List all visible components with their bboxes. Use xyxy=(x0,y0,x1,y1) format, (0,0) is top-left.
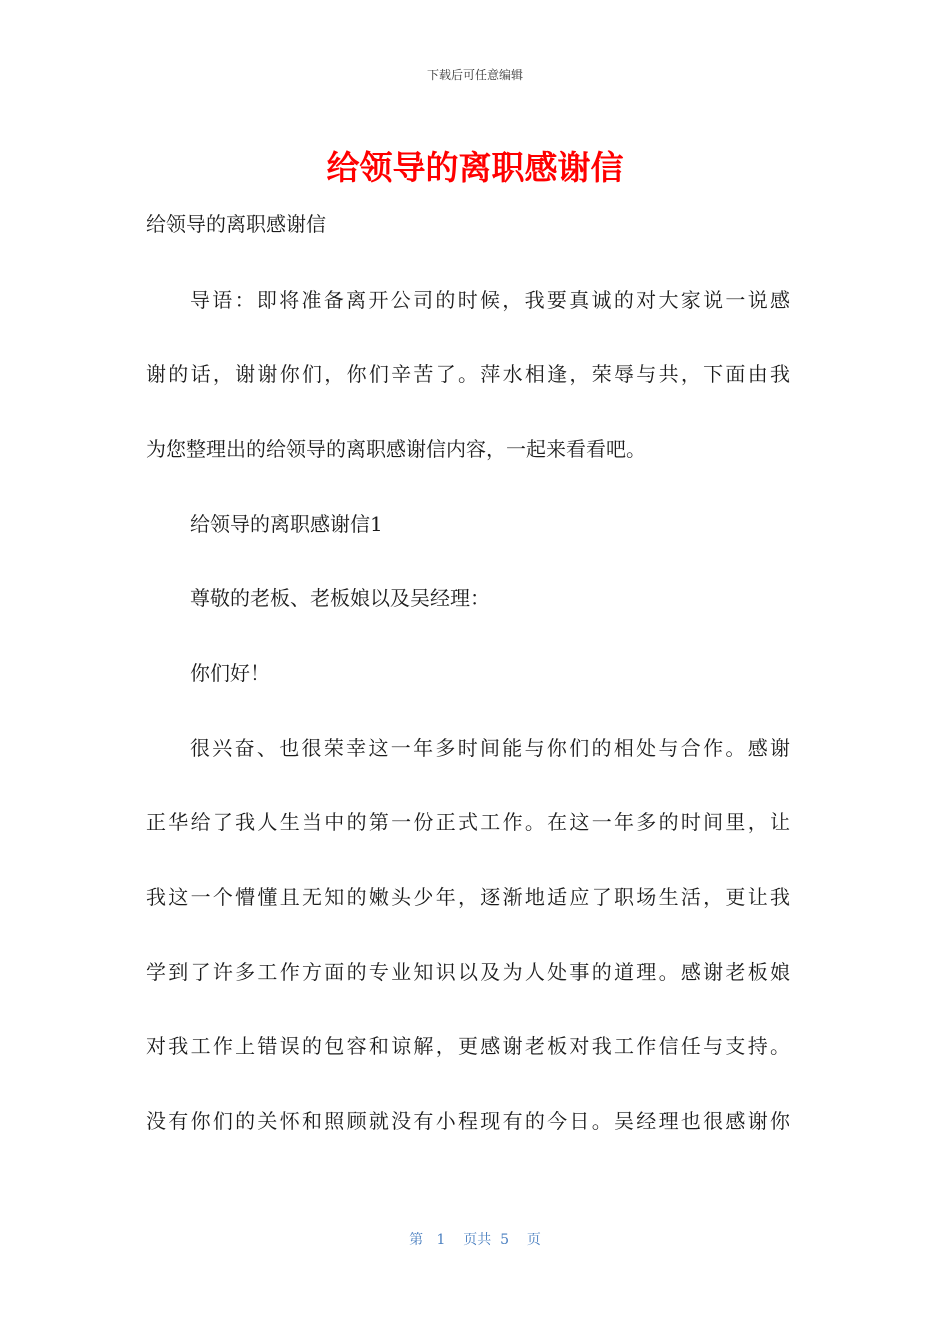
document-title: 给领导的离职感谢信 xyxy=(326,148,624,187)
paragraph-line: 没有你们的关怀和照顾就没有小程现有的今日。吴经理也很感谢你 xyxy=(146,1109,790,1133)
header-note: 下载后可任意编辑 xyxy=(426,68,523,82)
paragraph-line: 我这一个懵懂且无知的嫩头少年，逐渐地适应了职场生活，更让我 xyxy=(146,885,790,909)
paragraph-line: 正华给了我人生当中的第一份正式工作。在这一年多的时间里，让 xyxy=(146,810,790,834)
paragraph-line: 很兴奋、也很荣幸这一年多时间能与你们的相处与合作。感谢 xyxy=(190,736,790,760)
paragraph-line: 学到了许多工作方面的专业知识以及为人处事的道理。感谢老板娘 xyxy=(146,960,790,984)
section-heading: 给领导的离职感谢信1 xyxy=(190,512,383,536)
greeting: 你们好！ xyxy=(190,661,270,685)
paragraph-line: 谢的话，谢谢你们，你们辛苦了。萍水相逢，荣辱与共，下面由我 xyxy=(146,362,790,386)
paragraph-line: 为您整理出的给领导的离职感谢信内容，一起来看看吧。 xyxy=(146,437,646,461)
salutation: 尊敬的老板、老板娘以及吴经理： xyxy=(190,586,490,610)
page-footer: 第 1 页共 5 页 xyxy=(409,1232,541,1248)
subtitle-line: 给领导的离职感谢信 xyxy=(146,212,326,236)
paragraph-line: 对我工作上错误的包容和谅解，更感谢老板对我工作信任与支持。 xyxy=(146,1034,790,1058)
paragraph-line: 导语：即将准备离开公司的时候，我要真诚的对大家说一说感 xyxy=(190,288,790,312)
